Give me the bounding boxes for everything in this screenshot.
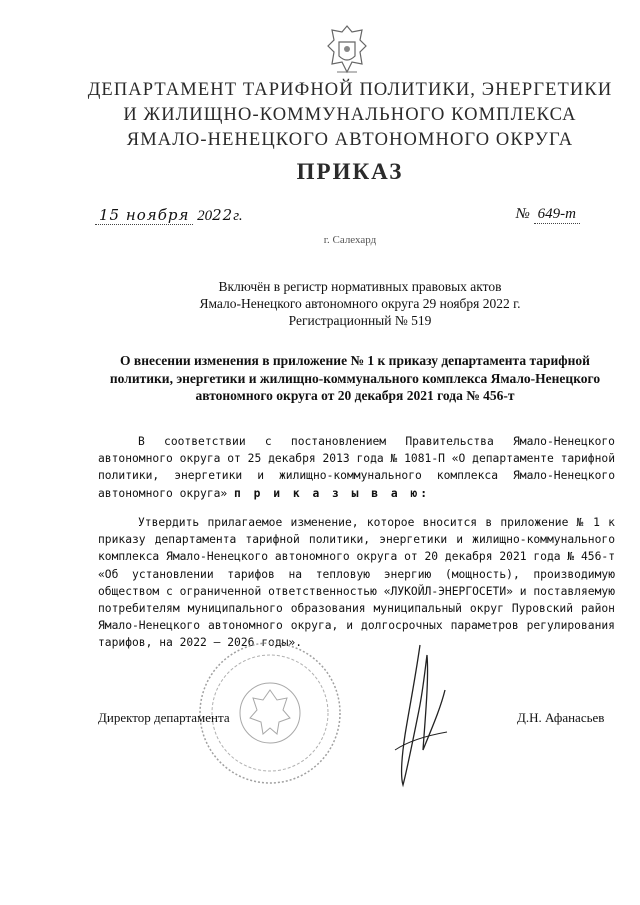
order-word: п р и к а з ы в а ю: (234, 486, 431, 500)
department-line: И ЖИЛИЩНО-КОММУНАЛЬНОГО КОМПЛЕКСА (123, 105, 577, 125)
registration-line: Регистрационный № 519 (288, 313, 432, 328)
signatory-name: Д.Н. Афанасьев (517, 710, 605, 725)
year-handwritten: 22 (212, 206, 234, 224)
department-name (60, 78, 640, 153)
registration-line: Ямало-Ненецкого автономного округа 29 ноября 2022 г. (199, 296, 521, 311)
year-prefix: 20 (197, 208, 213, 224)
document-subject: О внесении изменения в приложение № 1 к приказу департамента тарифной политики, энергетики и жилищно-коммунального комплекса Ямало-Ненецкого автономного округа от 20 декабря 2021 года № 456-т (109, 353, 601, 403)
handwritten-signature-icon (385, 640, 455, 790)
document-date (95, 206, 243, 225)
paragraph-preamble (98, 433, 615, 502)
document-type: ПРИКАЗ (296, 159, 404, 184)
paragraph-order: Утвердить прилагаемое изменение, которое вносится в приложение № 1 к приказу департамента тарифной политики, энергетики и жилищно-коммунального комплекса Ямало-Ненецкого автономного округа от 20 декабря 2021 года № 456-т «Об установлении тарифов на тепловую энергию (мощность), производимую обществом с ограниченной ответственностью «ЛУКОЙЛ-ЭНЕРГОСЕТИ» и поставляемую потребителям муниципального образования муниципальный округ Пуровский район Ямало-Ненецкого автономного округа, и долгосрочных параметров регулирования тарифов, на 2022 – 2026 годы». (98, 516, 615, 650)
year-suffix: г. (233, 208, 243, 224)
registration-note (70, 278, 640, 329)
registration-line: Включён в регистр нормативных правовых актов (218, 279, 502, 294)
department-line: ДЕПАРТАМЕНТ ТАРИФНОЙ ПОЛИТИКИ, ЭНЕРГЕТИКИ (87, 80, 613, 100)
coat-of-arms-icon (322, 22, 372, 82)
signatory-position: Директор департамента (98, 710, 230, 725)
date-handwritten: 15 ноября (95, 206, 193, 225)
number-handwritten: 649-т (534, 206, 580, 224)
city: г. Салехард (323, 234, 377, 246)
number-label: № (515, 206, 530, 222)
preamble-text: В соответствии с постановлением Правительства Ямало-Ненецкого автономного округа от 25 декабря 2013 года № 1081-П «О департаменте тарифной политики, энергетики и жилищно-коммунального комплекса Ямало-Ненецкого автономного округа» (98, 435, 615, 500)
document-number (516, 206, 580, 224)
department-line: ЯМАЛО-НЕНЕЦКОГО АВТОНОМНОГО ОКРУГА (126, 130, 574, 150)
